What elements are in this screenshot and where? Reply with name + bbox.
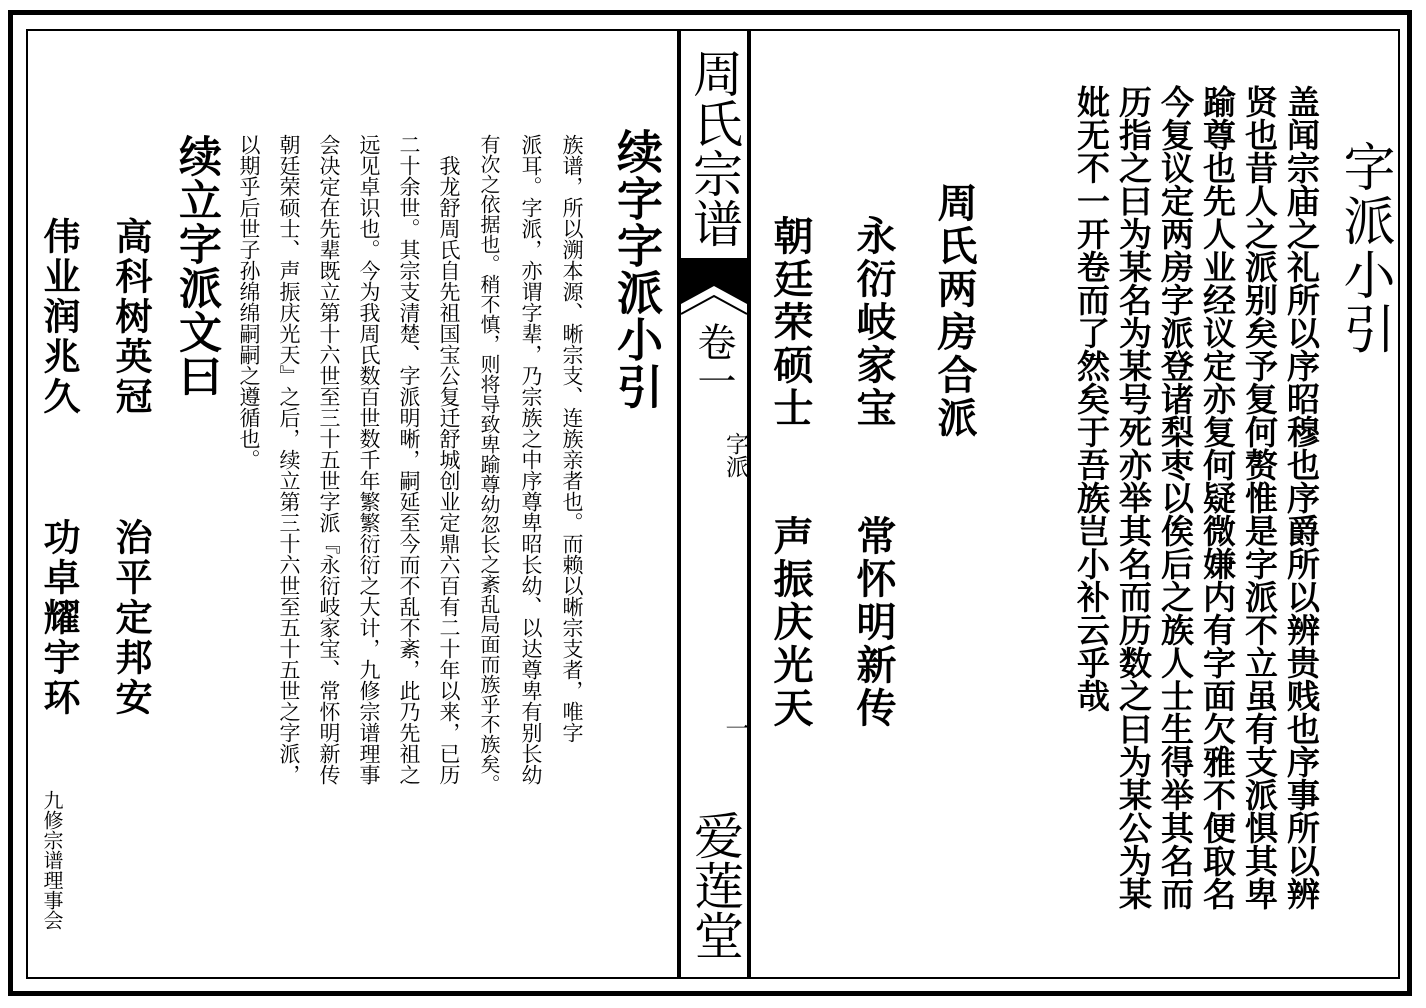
left-body-column: 以期乎后世子孙绵绵嗣嗣之遵循也。 — [237, 134, 261, 470]
left-body-column: 远见卓识也。今为我周氏数百世数千年繁繁衍衍之大计，九修宗谱理事 — [357, 134, 381, 785]
merge-line: 声振庆光天 — [767, 515, 814, 730]
left-body-column: 派耳。字派，亦谓字辈，乃宗族之中序尊卑昭长幼、以达尊卑有别长幼 — [519, 134, 543, 785]
verse-line: 伟业润兆久 — [37, 217, 81, 417]
section-label: 字派 — [722, 432, 748, 478]
left-body-column: 朝廷荣硕士、声振庆光天』之后，续立第三十六世至五十五世之字派， — [277, 134, 301, 785]
right-body-column: 踰尊也先人业经议定亦复何疑微嫌内有字面欠雅不便取名 — [1198, 85, 1237, 910]
merge-line: 永衍岐家宝 — [850, 215, 897, 430]
signature: 九修宗谱理事会 — [40, 790, 64, 930]
left-body-column: 族谱，所以溯本源、晰宗支、连族亲者也。而赖以晰宗支者，唯字 — [560, 134, 584, 743]
left-body-column: 有次之依据也。稍不慎，则将导致卑踰尊幼忽长之紊乱局面而族乎不族矣。 — [477, 134, 501, 794]
right-body-column: 妣无不一开卷而了然矣于吾族岂小补云乎哉 — [1072, 85, 1111, 712]
verse-line: 治平定邦安 — [109, 518, 153, 718]
verse-heading: 续立字派文曰 — [172, 134, 222, 398]
left-body-column: 会决定在先辈既立第十六世至三十五世字派『永衍岐家宝、常怀明新传 — [317, 134, 341, 785]
fishtail-ornament — [681, 258, 747, 318]
right-body-column: 今复议定两房字派登诸梨枣以俟后之族人士生得举其名而 — [1156, 85, 1195, 910]
merge-line: 朝廷荣硕士 — [767, 215, 814, 430]
verse-line: 功卓耀宇环 — [37, 518, 81, 718]
right-body-column: 历指之曰为某名为某号死亦举其名而历数之曰为某公为某 — [1114, 85, 1153, 910]
right-page-heading: 字派小引 — [1334, 140, 1394, 356]
left-body-column: 我龙舒周氏自先祖国宝公复迁舒城创业定鼎六百有二十年以来，已历 — [437, 134, 461, 785]
page-number: 一 — [721, 716, 749, 740]
book-title: 周氏宗谱 — [685, 48, 743, 248]
right-body — [1072, 85, 1322, 945]
merge-line: 常怀明新传 — [850, 515, 897, 730]
right-body-column: 贤也昔人之派别矣予复何赘惟是字派不立虽有支派惧其卑 — [1240, 85, 1279, 910]
left-body — [238, 134, 598, 974]
verse-line: 高科树英冠 — [109, 217, 153, 417]
left-body-column: 二十余世。其宗支清楚、字派明晰，嗣延至今而不乱不紊，此乃先祖之 — [397, 134, 421, 785]
merge-heading: 周氏两房合派 — [931, 182, 978, 440]
hall-name: 爱莲堂 — [686, 810, 744, 960]
left-page-heading: 续字字派小引 — [610, 128, 664, 410]
volume-label: 卷一 — [691, 322, 736, 400]
right-body-column: 盖闻宗庙之礼所以序昭穆也序爵所以辨贵贱也序事所以辨 — [1282, 85, 1321, 910]
